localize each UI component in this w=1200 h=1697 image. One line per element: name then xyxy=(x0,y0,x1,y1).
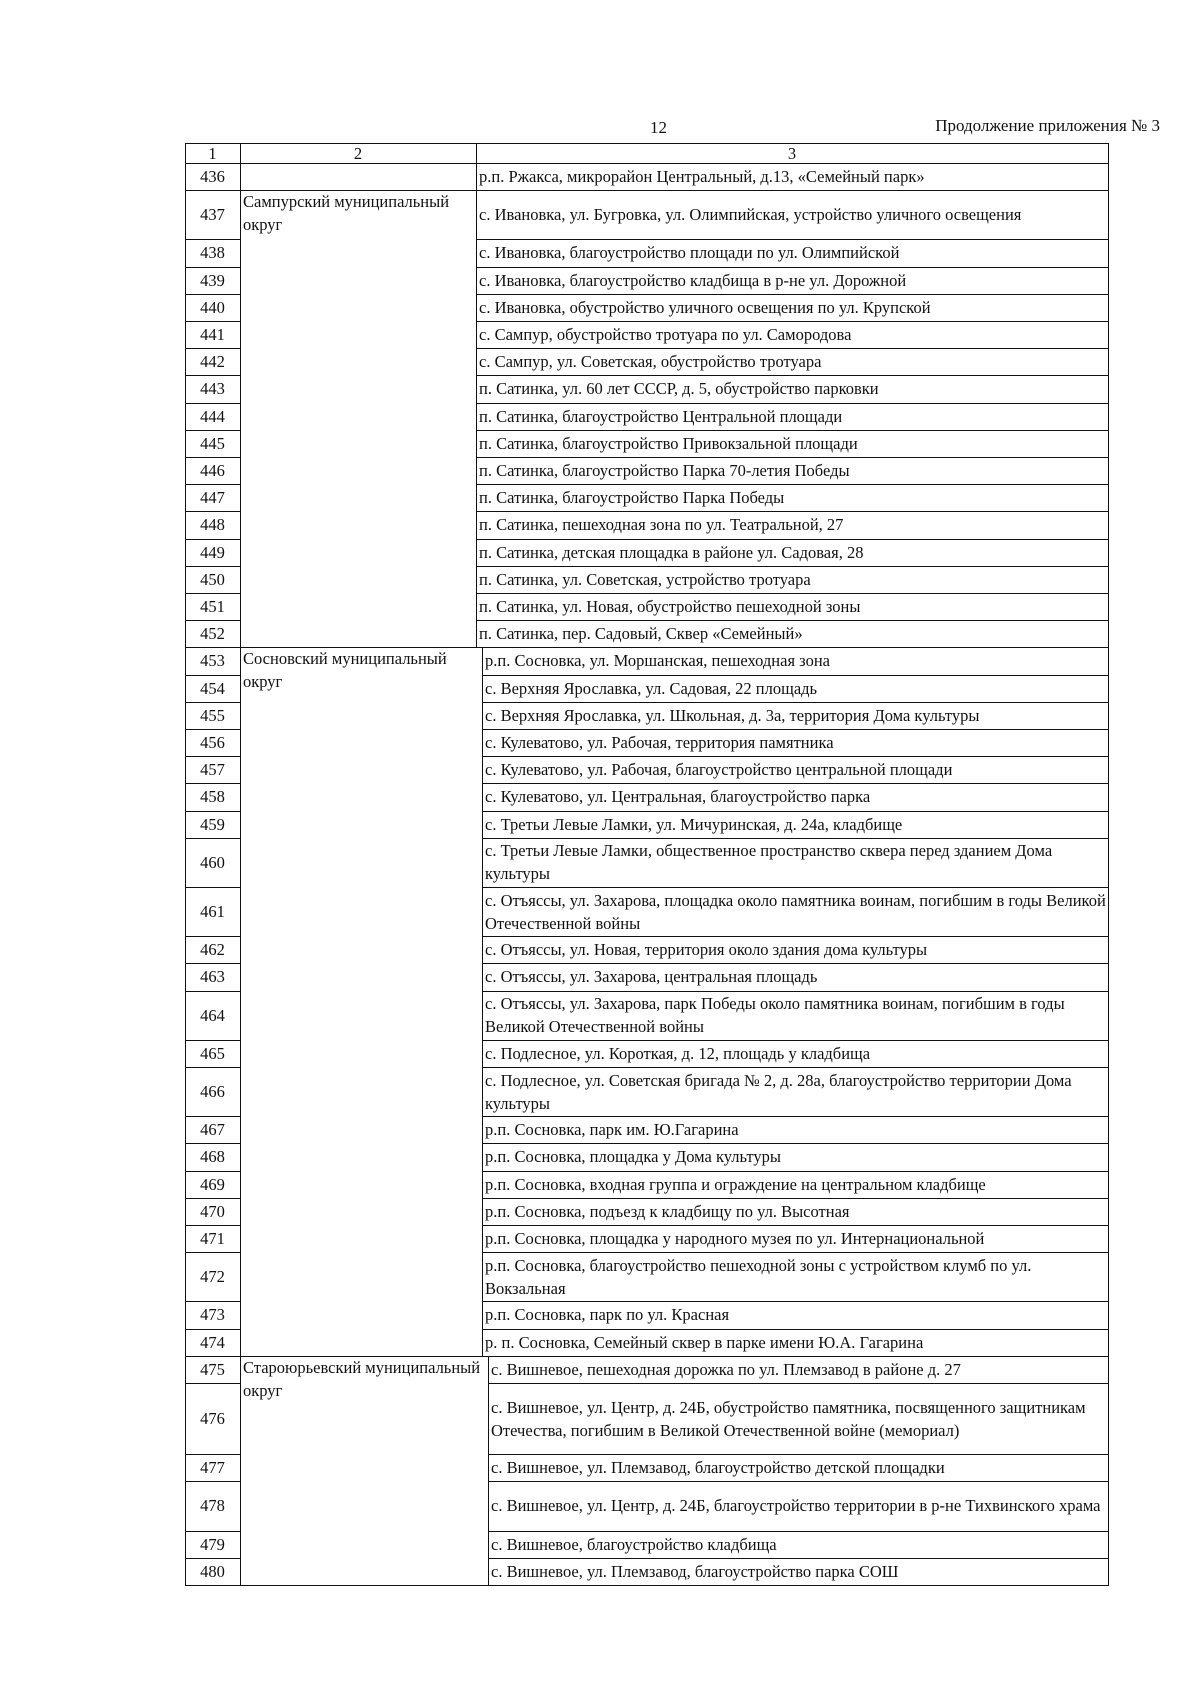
row-rule xyxy=(476,593,1108,594)
row-description: р.п. Сосновка, парк им. Ю.Гагарина xyxy=(485,1120,739,1140)
row-description: с. Вишневое, ул. Племзавод, благоустройство детской площадки xyxy=(491,1458,945,1478)
row-rule xyxy=(185,539,240,540)
row-rule xyxy=(482,887,1108,888)
row-description: с. Отъяссы, ул. Захарова, парк Победы около памятника воинам, погибшим в годы Великой Отечественной войны xyxy=(485,994,1065,1037)
row-description: с. Верхняя Ярославка, ул. Садовая, 22 площадь xyxy=(485,678,818,698)
district-name: Староюрьевский муниципальный округ xyxy=(243,1357,481,1400)
row-rule xyxy=(185,403,240,404)
row-rule xyxy=(185,239,240,240)
row-rule xyxy=(185,1301,240,1302)
row-rule xyxy=(185,1143,240,1144)
row-description: п. Сатинка, благоустройство Центральной площади xyxy=(479,406,843,426)
row-number: 479 xyxy=(200,1534,225,1554)
row-rule xyxy=(482,756,1108,757)
row-rule xyxy=(482,675,1108,676)
row-rule xyxy=(482,1301,1108,1302)
row-rule xyxy=(185,375,240,376)
row-rule xyxy=(185,511,240,512)
row-number: 470 xyxy=(200,1201,225,1221)
column-rule xyxy=(476,163,477,191)
row-description: р.п. Сосновка, благоустройство пешеходной зоны с устройством клумб по ул. Вокзальная xyxy=(485,1255,1032,1298)
row-description: с. Вишневое, пешеходная дорожка по ул. Племзавод в районе д. 27 xyxy=(491,1359,961,1379)
row-rule xyxy=(476,539,1108,540)
row-description: с. Отъяссы, ул. Захарова, центральная площадь xyxy=(485,967,818,987)
row-rule xyxy=(476,620,1108,621)
row-rule xyxy=(185,1116,240,1117)
row-rule xyxy=(476,511,1108,512)
row-description: с. Сампур, ул. Советская, обустройство тротуара xyxy=(479,352,822,372)
row-rule xyxy=(185,756,240,757)
row-description: с. Подлесное, ул. Советская бригада № 2, д. 28а, благоустройство территории Дома культуры xyxy=(485,1070,1072,1113)
row-number: 475 xyxy=(200,1359,225,1379)
row-description: с. Третьи Левые Ламки, ул. Мичуринская, д. 24а, кладбище xyxy=(485,814,903,834)
row-rule xyxy=(476,566,1108,567)
row-rule xyxy=(488,1481,1108,1482)
column-rule xyxy=(488,1356,489,1586)
row-rule xyxy=(476,484,1108,485)
row-description: п. Сатинка, детская площадка в районе ул. Садовая, 28 xyxy=(479,542,864,562)
row-description: п. Сатинка, пер. Садовый, Сквер «Семейный» xyxy=(479,624,803,644)
row-rule xyxy=(185,430,240,431)
row-rule xyxy=(185,143,1108,144)
row-rule xyxy=(185,321,240,322)
row-rule xyxy=(185,647,1108,648)
row-number: 462 xyxy=(200,940,225,960)
column-rule xyxy=(1108,143,1109,1586)
row-rule xyxy=(482,991,1108,992)
row-number: 461 xyxy=(200,902,225,922)
row-rule xyxy=(185,1585,1108,1586)
row-number: 445 xyxy=(200,433,225,453)
row-rule xyxy=(482,1329,1108,1330)
row-description: с. Ивановка, благоустройство кладбища в р-не ул. Дорожной xyxy=(479,270,907,290)
row-rule xyxy=(476,375,1108,376)
row-number: 471 xyxy=(200,1229,225,1249)
row-number: 436 xyxy=(200,167,225,187)
column-header: 1 xyxy=(208,143,217,163)
row-rule xyxy=(488,1531,1108,1532)
row-number: 438 xyxy=(200,243,225,263)
row-rule xyxy=(185,620,240,621)
row-rule xyxy=(185,1329,240,1330)
row-rule xyxy=(482,1171,1108,1172)
row-rule xyxy=(185,1454,240,1455)
row-rule xyxy=(185,163,1108,164)
row-rule xyxy=(476,267,1108,268)
row-description: р.п. Сосновка, площадка у народного музея по ул. Интернациональной xyxy=(485,1229,985,1249)
row-rule xyxy=(482,811,1108,812)
row-description: с. Кулеватово, ул. Рабочая, благоустройство центральной площади xyxy=(485,760,953,780)
row-rule xyxy=(476,239,1108,240)
row-description: п. Сатинка, ул. Советская, устройство тротуара xyxy=(479,569,811,589)
row-number: 468 xyxy=(200,1147,225,1167)
row-rule xyxy=(488,1383,1108,1384)
row-rule xyxy=(185,838,240,839)
row-description: с. Кулеватово, ул. Центральная, благоустройство парка xyxy=(485,787,871,807)
row-description: с. Ивановка, благоустройство площади по ул. Олимпийской xyxy=(479,243,900,263)
row-description: п. Сатинка, благоустройство Парка Победы xyxy=(479,488,785,508)
row-rule xyxy=(476,348,1108,349)
page-number: 12 xyxy=(650,118,667,137)
row-rule xyxy=(482,963,1108,964)
row-number: 458 xyxy=(200,787,225,807)
row-number: 457 xyxy=(200,760,225,780)
row-description: с. Ивановка, ул. Бугровка, ул. Олимпийская, устройство уличного освещения xyxy=(479,205,1022,225)
row-number: 460 xyxy=(200,852,225,872)
row-number: 453 xyxy=(200,651,225,671)
row-number: 448 xyxy=(200,515,225,535)
row-description: с. Вишневое, ул. Центр, д. 24Б, обустройство памятника, посвященного защитникам Отечества, погибшим в Великой Отечественной войне (мемориал) xyxy=(491,1397,1086,1440)
row-rule xyxy=(185,1171,240,1172)
row-rule xyxy=(185,1481,240,1482)
row-number: 450 xyxy=(200,569,225,589)
row-number: 456 xyxy=(200,733,225,753)
row-number: 465 xyxy=(200,1043,225,1063)
row-rule xyxy=(185,936,240,937)
row-number: 464 xyxy=(200,1005,225,1025)
row-rule xyxy=(185,294,240,295)
row-rule xyxy=(185,593,240,594)
row-description: р.п. Ржакса, микрорайон Центральный, д.13, «Семейный парк» xyxy=(479,167,925,187)
row-rule xyxy=(482,1252,1108,1253)
row-rule xyxy=(185,1067,240,1068)
row-description: р.п. Сосновка, парк по ул. Красная xyxy=(485,1305,730,1325)
row-number: 478 xyxy=(200,1496,225,1516)
row-number: 443 xyxy=(200,379,225,399)
row-rule xyxy=(185,1356,1108,1357)
row-rule xyxy=(482,936,1108,937)
row-rule xyxy=(185,1383,240,1384)
column-header: 2 xyxy=(353,143,363,163)
row-description: р.п. Сосновка, площадка у Дома культуры xyxy=(485,1147,781,1167)
row-number: 442 xyxy=(200,352,225,372)
row-description: п. Сатинка, ул. Новая, обустройство пешеходной зоны xyxy=(479,597,861,617)
row-rule xyxy=(476,294,1108,295)
continuation-label: Продолжение приложения № 3 xyxy=(935,116,1160,135)
row-description: с. Вишневое, ул. Центр, д. 24Б, благоустройство территории в р-не Тихвинского храма xyxy=(491,1496,1101,1516)
row-number: 441 xyxy=(200,325,225,345)
row-rule xyxy=(185,991,240,992)
column-rule xyxy=(185,143,186,1586)
row-number: 474 xyxy=(200,1332,225,1352)
row-number: 473 xyxy=(200,1305,225,1325)
row-rule xyxy=(482,1040,1108,1041)
row-description: р. п. Сосновка, Семейный сквер в парке имени Ю.А. Гагарина xyxy=(485,1332,924,1352)
row-rule xyxy=(185,267,240,268)
row-number: 439 xyxy=(200,270,225,290)
row-rule xyxy=(476,430,1108,431)
row-rule xyxy=(185,1040,240,1041)
row-number: 437 xyxy=(200,205,225,225)
row-number: 476 xyxy=(200,1409,225,1429)
row-rule xyxy=(476,457,1108,458)
row-rule xyxy=(476,403,1108,404)
column-rule xyxy=(476,190,477,648)
row-rule xyxy=(185,963,240,964)
row-description: п. Сатинка, благоустройство Привокзальной площади xyxy=(479,433,858,453)
row-number: 455 xyxy=(200,705,225,725)
district-name: Сампурский муниципальный округ xyxy=(243,192,450,235)
row-number: 446 xyxy=(200,461,225,481)
row-rule xyxy=(488,1454,1108,1455)
row-rule xyxy=(185,783,240,784)
row-number: 440 xyxy=(200,297,225,317)
row-rule xyxy=(482,702,1108,703)
row-rule xyxy=(482,1225,1108,1226)
row-number: 459 xyxy=(200,814,225,834)
row-description: п. Сатинка, пешеходная зона по ул. Театральной, 27 xyxy=(479,515,844,535)
row-number: 444 xyxy=(200,406,225,426)
row-number: 469 xyxy=(200,1174,225,1194)
row-rule xyxy=(482,838,1108,839)
row-rule xyxy=(482,1067,1108,1068)
row-number: 452 xyxy=(200,624,225,644)
row-rule xyxy=(482,1116,1108,1117)
row-description: с. Третьи Левые Ламки, общественное пространство сквера перед зданием Дома культуры xyxy=(485,841,1053,884)
row-rule xyxy=(185,887,240,888)
row-rule xyxy=(482,783,1108,784)
row-number: 454 xyxy=(200,678,225,698)
row-rule xyxy=(185,1252,240,1253)
row-rule xyxy=(185,1198,240,1199)
row-number: 466 xyxy=(200,1082,225,1102)
column-rule xyxy=(482,647,483,1356)
row-number: 447 xyxy=(200,488,225,508)
row-description: с. Кулеватово, ул. Рабочая, территория памятника xyxy=(485,733,834,753)
row-description: р.п. Сосновка, ул. Моршанская, пешеходная зона xyxy=(485,651,830,671)
row-number: 477 xyxy=(200,1458,225,1478)
row-description: с. Верхняя Ярославка, ул. Школьная, д. 3а, территория Дома культуры xyxy=(485,705,980,725)
row-rule xyxy=(185,1225,240,1226)
district-name: Сосновский муниципальный округ xyxy=(243,649,447,692)
row-rule xyxy=(185,484,240,485)
row-rule xyxy=(185,348,240,349)
row-rule xyxy=(476,321,1108,322)
column-rule xyxy=(476,143,477,163)
row-description: с. Подлесное, ул. Короткая, д. 12, площадь у кладбища xyxy=(485,1043,871,1063)
column-rule xyxy=(240,143,241,1586)
row-rule xyxy=(488,1558,1108,1559)
row-description: с. Вишневое, благоустройство кладбища xyxy=(491,1534,777,1554)
row-rule xyxy=(185,566,240,567)
row-rule xyxy=(482,1198,1108,1199)
column-header: 3 xyxy=(787,143,797,163)
row-rule xyxy=(185,811,240,812)
row-rule xyxy=(185,457,240,458)
row-number: 472 xyxy=(200,1267,225,1287)
row-rule xyxy=(185,1558,240,1559)
row-number: 467 xyxy=(200,1120,225,1140)
row-rule xyxy=(482,729,1108,730)
row-rule xyxy=(185,702,240,703)
row-rule xyxy=(482,1143,1108,1144)
row-number: 449 xyxy=(200,542,225,562)
row-rule xyxy=(185,729,240,730)
row-description: с. Вишневое, ул. Племзавод, благоустройство парка СОШ xyxy=(491,1561,899,1581)
row-description: с. Сампур, обустройство тротуара по ул. Самородова xyxy=(479,325,852,345)
row-description: р.п. Сосновка, подъезд к кладбищу по ул. Высотная xyxy=(485,1201,850,1221)
row-description: с. Отъяссы, ул. Захарова, площадка около памятника воинам, погибшим в годы Великой Отечественной войны xyxy=(485,890,1106,933)
row-number: 480 xyxy=(200,1561,225,1581)
row-description: п. Сатинка, благоустройство Парка 70-летия Победы xyxy=(479,461,850,481)
row-description: п. Сатинка, ул. 60 лет СССР, д. 5, обустройство парковки xyxy=(479,379,879,399)
row-rule xyxy=(185,190,1108,191)
row-description: с. Отъяссы, ул. Новая, территория около здания дома культуры xyxy=(485,940,928,960)
row-rule xyxy=(185,675,240,676)
row-description: с. Ивановка, обустройство уличного освещения по ул. Крупской xyxy=(479,297,931,317)
row-description: р.п. Сосновка, входная группа и ограждение на центральном кладбище xyxy=(485,1174,986,1194)
row-rule xyxy=(185,1531,240,1532)
row-number: 463 xyxy=(200,967,225,987)
row-number: 451 xyxy=(200,597,225,617)
